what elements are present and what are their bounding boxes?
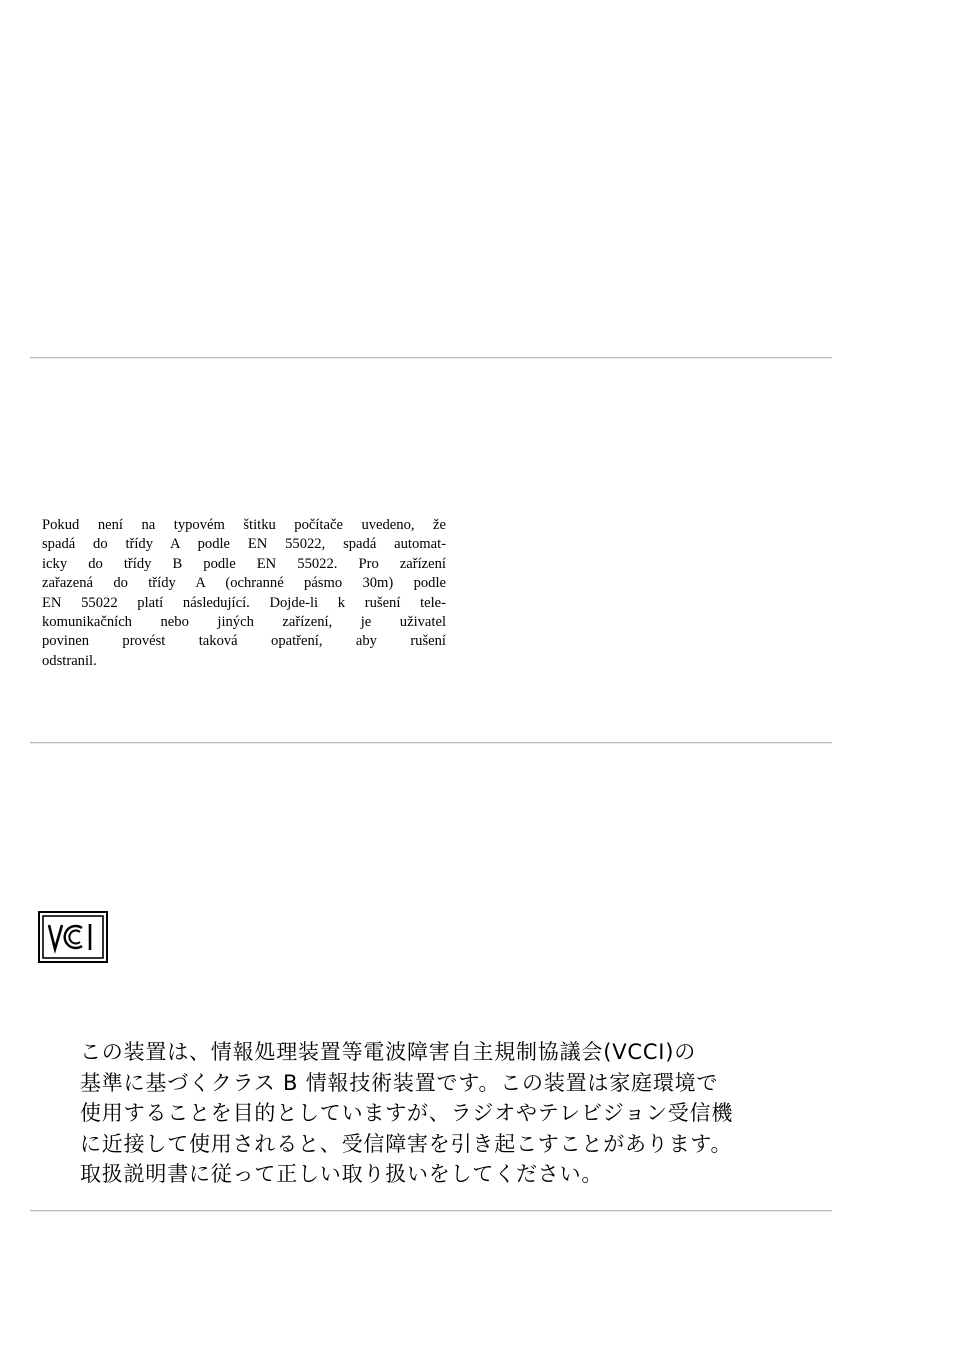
notice-line: に近接して使用されると、受信障害を引き起こすことがあります。: [80, 1131, 733, 1156]
notice-line: icky do třídy B podle EN 55022. Pro zařízení: [42, 555, 446, 572]
notice-line: povinen provést taková opatření, aby rušení: [42, 633, 446, 650]
notice-line: Pokud není na typovém štitku počítače uvedeno, že: [42, 517, 446, 533]
vcci-mark-icon: [38, 911, 108, 963]
notice-line: 取扱説明書に従って正しい取り扱いをしてください。: [80, 1162, 604, 1186]
notice-line: odstranil.: [42, 652, 97, 669]
czech-emc-notice: [42, 516, 446, 671]
notice-line: zařazená do třídy A (ochranné pásmo 30m) podle: [42, 575, 446, 592]
notice-line: 基準に基づくクラス B 情報技術装置です。この装置は家庭環境で: [80, 1070, 719, 1095]
notice-line: spadá do třídy A podle EN 55022, spadá automat-: [42, 536, 446, 553]
section-divider: [30, 357, 832, 359]
section-divider: [30, 742, 832, 744]
notice-line: 使用することを目的としていますが、ラジオやテレビジョン受信機: [80, 1101, 734, 1125]
notice-line: komunikačních nebo jiných zařízení, je uživatel: [42, 613, 446, 630]
japanese-vcci-notice: [80, 1037, 820, 1190]
notice-line: この装置は、情報処理装置等電波障害自主規制協議会(VCCI)の: [80, 1040, 697, 1064]
section-divider: [30, 1210, 832, 1212]
notice-line: EN 55022 platí následující. Dojde-li k rušení tele-: [42, 594, 446, 611]
